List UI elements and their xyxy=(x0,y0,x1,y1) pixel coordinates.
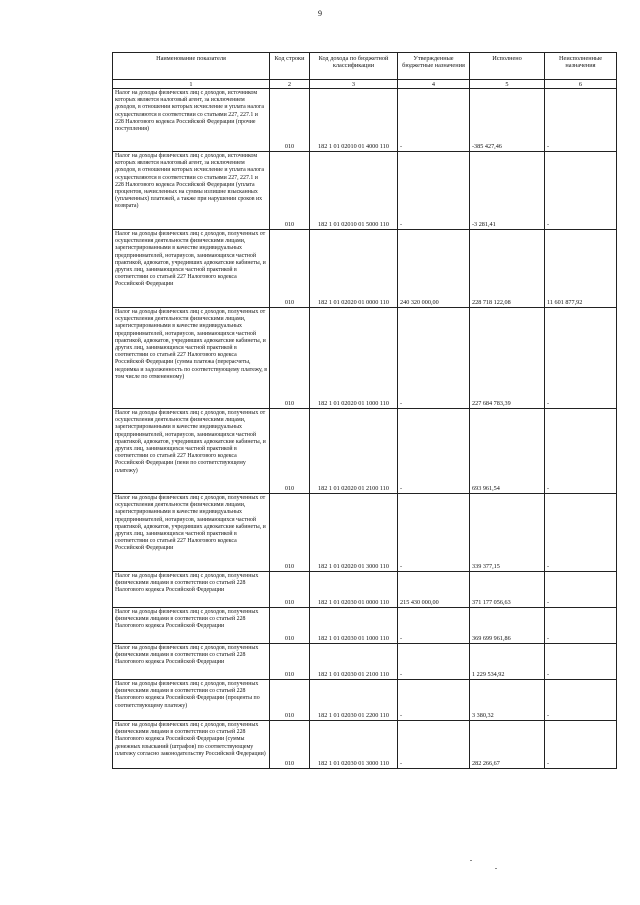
income-code: 182 1 01 02020 01 2100 110 xyxy=(310,409,398,494)
income-code: 182 1 01 02020 01 0000 110 xyxy=(310,230,398,308)
line-code: 010 xyxy=(270,680,310,721)
table-row xyxy=(113,680,617,721)
unexecuted-amount: - xyxy=(545,89,617,152)
executed-amount: 693 961,54 xyxy=(470,409,545,494)
line-code: 010 xyxy=(270,644,310,680)
executed-amount: -3 281,41 xyxy=(470,152,545,230)
page-number: 9 xyxy=(318,9,322,18)
header-income-code: Код дохода по бюджетной классификации xyxy=(310,53,398,80)
column-number: 1 xyxy=(113,80,270,89)
executed-amount: 228 718 122,08 xyxy=(470,230,545,308)
table-row xyxy=(113,608,617,644)
approved-amount: - xyxy=(398,152,470,230)
indicator-name: Налог на доходы физических лиц с доходов, полученных физическими лицами в соответствии со статьей 228 Налогового кодекса Российской Федерации (суммы денежных взысканий (штрафов) по соответствующему платежу согласно законодательству Российской Федерации) xyxy=(113,721,270,769)
income-code: 182 1 01 02030 01 1000 110 xyxy=(310,608,398,644)
executed-amount: 227 684 783,39 xyxy=(470,308,545,409)
scan-speck xyxy=(470,860,472,861)
line-code: 010 xyxy=(270,409,310,494)
income-code: 182 1 01 02010 01 5000 110 xyxy=(310,152,398,230)
column-number: 4 xyxy=(398,80,470,89)
column-number: 2 xyxy=(270,80,310,89)
table-row xyxy=(113,721,617,769)
approved-amount: - xyxy=(398,680,470,721)
income-code: 182 1 01 02020 01 3000 110 xyxy=(310,494,398,572)
unexecuted-amount: - xyxy=(545,409,617,494)
line-code: 010 xyxy=(270,308,310,409)
approved-amount: - xyxy=(398,721,470,769)
unexecuted-amount: - xyxy=(545,494,617,572)
header-indicator-name: Наименование показателя xyxy=(113,53,270,80)
table-row xyxy=(113,89,617,152)
table-row xyxy=(113,230,617,308)
executed-amount: 3 380,32 xyxy=(470,680,545,721)
header-unexecuted: Неисполненные назначения xyxy=(545,53,617,80)
indicator-name: Налог на доходы физических лиц с доходов, полученных физическими лицами в соответствии со статьей 228 Налогового кодекса Российской Федерации xyxy=(113,608,270,644)
header-line-code: Код строки xyxy=(270,53,310,80)
indicator-name: Налог на доходы физических лиц с доходов, источником которых является налоговый агент, за исключением доходов, в отношении которых исчисление и уплата налога осуществляются в соответствии со статьями 227, 227.1 и 228 Налогового кодекса Российской Федерации (уплата процентов, начисленных на суммы излишне взысканных (уплаченных) платежей, а также при нарушении сроков их возврата) xyxy=(113,152,270,230)
indicator-name: Налог на доходы физических лиц с доходов, полученных физическими лицами в соответствии со статьей 228 Налогового кодекса Российской Федерации xyxy=(113,572,270,608)
indicator-name: Налог на доходы физических лиц с доходов, полученных от осуществления деятельности физическими лицами, зарегистрированными в качестве индивидуальных предпринимателей, нотариусов, занимающихся частной практикой, адвокатов, учредивших адвокатские кабинеты, и других лиц, занимающихся частной практикой в соответствии со статьей 227 Налогового кодекса Российской Федерации xyxy=(113,230,270,308)
line-code: 010 xyxy=(270,608,310,644)
column-number: 5 xyxy=(470,80,545,89)
unexecuted-amount: 11 601 877,92 xyxy=(545,230,617,308)
executed-amount: 1 229 534,92 xyxy=(470,644,545,680)
scan-speck xyxy=(495,868,497,869)
table-row xyxy=(113,494,617,572)
line-code: 010 xyxy=(270,494,310,572)
unexecuted-amount: - xyxy=(545,152,617,230)
approved-amount: 240 320 000,00 xyxy=(398,230,470,308)
column-number: 3 xyxy=(310,80,398,89)
executed-amount: 339 377,15 xyxy=(470,494,545,572)
income-code: 182 1 01 02030 01 3000 110 xyxy=(310,721,398,769)
unexecuted-amount: - xyxy=(545,608,617,644)
approved-amount: - xyxy=(398,608,470,644)
table-row xyxy=(113,308,617,409)
indicator-name: Налог на доходы физических лиц с доходов, полученных от осуществления деятельности физическими лицами, зарегистрированными в качестве индивидуальных предпринимателей, нотариусов, занимающихся частной практикой, адвокатов, учредивших адвокатские кабинеты, и других лиц, занимающихся частной практикой в соответствии со статьей 227 Налогового кодекса Российской Федерации (сумма платежа (перерасчеты, недоимка и задолженность по соответствующему платежу, в том числе по отмененному) xyxy=(113,308,270,409)
indicator-name: Налог на доходы физических лиц с доходов, полученных физическими лицами в соответствии со статьей 228 Налогового кодекса Российской Федерации xyxy=(113,644,270,680)
header-executed: Исполнено xyxy=(470,53,545,80)
approved-amount: - xyxy=(398,89,470,152)
header-approved: Утвержденные бюджетные назначения xyxy=(398,53,470,80)
approved-amount: 215 430 000,00 xyxy=(398,572,470,608)
table-row xyxy=(113,572,617,608)
budget-execution-table xyxy=(112,52,617,769)
unexecuted-amount: - xyxy=(545,644,617,680)
indicator-name: Налог на доходы физических лиц с доходов, полученных от осуществления деятельности физическими лицами, зарегистрированными в качестве индивидуальных предпринимателей, нотариусов, занимающихся частной практикой, адвокатов, учредивших адвокатские кабинеты, и других лиц, занимающихся частной практикой в соответствии со статьей 227 Налогового кодекса Российской Федерации xyxy=(113,494,270,572)
line-code: 010 xyxy=(270,152,310,230)
indicator-name: Налог на доходы физических лиц с доходов, полученных физическими лицами в соответствии со статьей 228 Налогового кодекса Российской Федерации (проценты по соответствующему платежу) xyxy=(113,680,270,721)
line-code: 010 xyxy=(270,230,310,308)
line-code: 010 xyxy=(270,721,310,769)
income-code: 182 1 01 02020 01 1000 110 xyxy=(310,308,398,409)
table-row xyxy=(113,152,617,230)
line-code: 010 xyxy=(270,89,310,152)
line-code: 010 xyxy=(270,572,310,608)
table-row xyxy=(113,644,617,680)
approved-amount: - xyxy=(398,494,470,572)
income-code: 182 1 01 02030 01 2100 110 xyxy=(310,644,398,680)
executed-amount: 371 177 056,63 xyxy=(470,572,545,608)
unexecuted-amount: - xyxy=(545,572,617,608)
income-code: 182 1 01 02030 01 0000 110 xyxy=(310,572,398,608)
approved-amount: - xyxy=(398,308,470,409)
income-code: 182 1 01 02030 01 2200 110 xyxy=(310,680,398,721)
unexecuted-amount: - xyxy=(545,308,617,409)
table-row xyxy=(113,409,617,494)
income-code: 182 1 01 02010 01 4000 110 xyxy=(310,89,398,152)
unexecuted-amount: - xyxy=(545,680,617,721)
indicator-name: Налог на доходы физических лиц с доходов, источником которых является налоговый агент, за исключением доходов, в отношении которых исчисление и уплата налога осуществляются в соответствии со статьями 227, 227.1 и 228 Налогового кодекса Российской Федерации (прочие поступления) xyxy=(113,89,270,152)
executed-amount: 282 266,67 xyxy=(470,721,545,769)
approved-amount: - xyxy=(398,644,470,680)
approved-amount: - xyxy=(398,409,470,494)
header-row xyxy=(113,53,617,80)
indicator-name: Налог на доходы физических лиц с доходов, полученных от осуществления деятельности физическими лицами, зарегистрированными в качестве индивидуальных предпринимателей, нотариусов, занимающихся частной практикой, адвокатов, учредивших адвокатские кабинеты, и других лиц, занимающихся частной практикой в соответствии со статьей 227 Налогового кодекса Российской Федерации (пени по соответствующему платежу) xyxy=(113,409,270,494)
column-number-row xyxy=(113,80,617,89)
executed-amount: -385 427,46 xyxy=(470,89,545,152)
column-number: 6 xyxy=(545,80,617,89)
executed-amount: 369 699 961,86 xyxy=(470,608,545,644)
unexecuted-amount: - xyxy=(545,721,617,769)
